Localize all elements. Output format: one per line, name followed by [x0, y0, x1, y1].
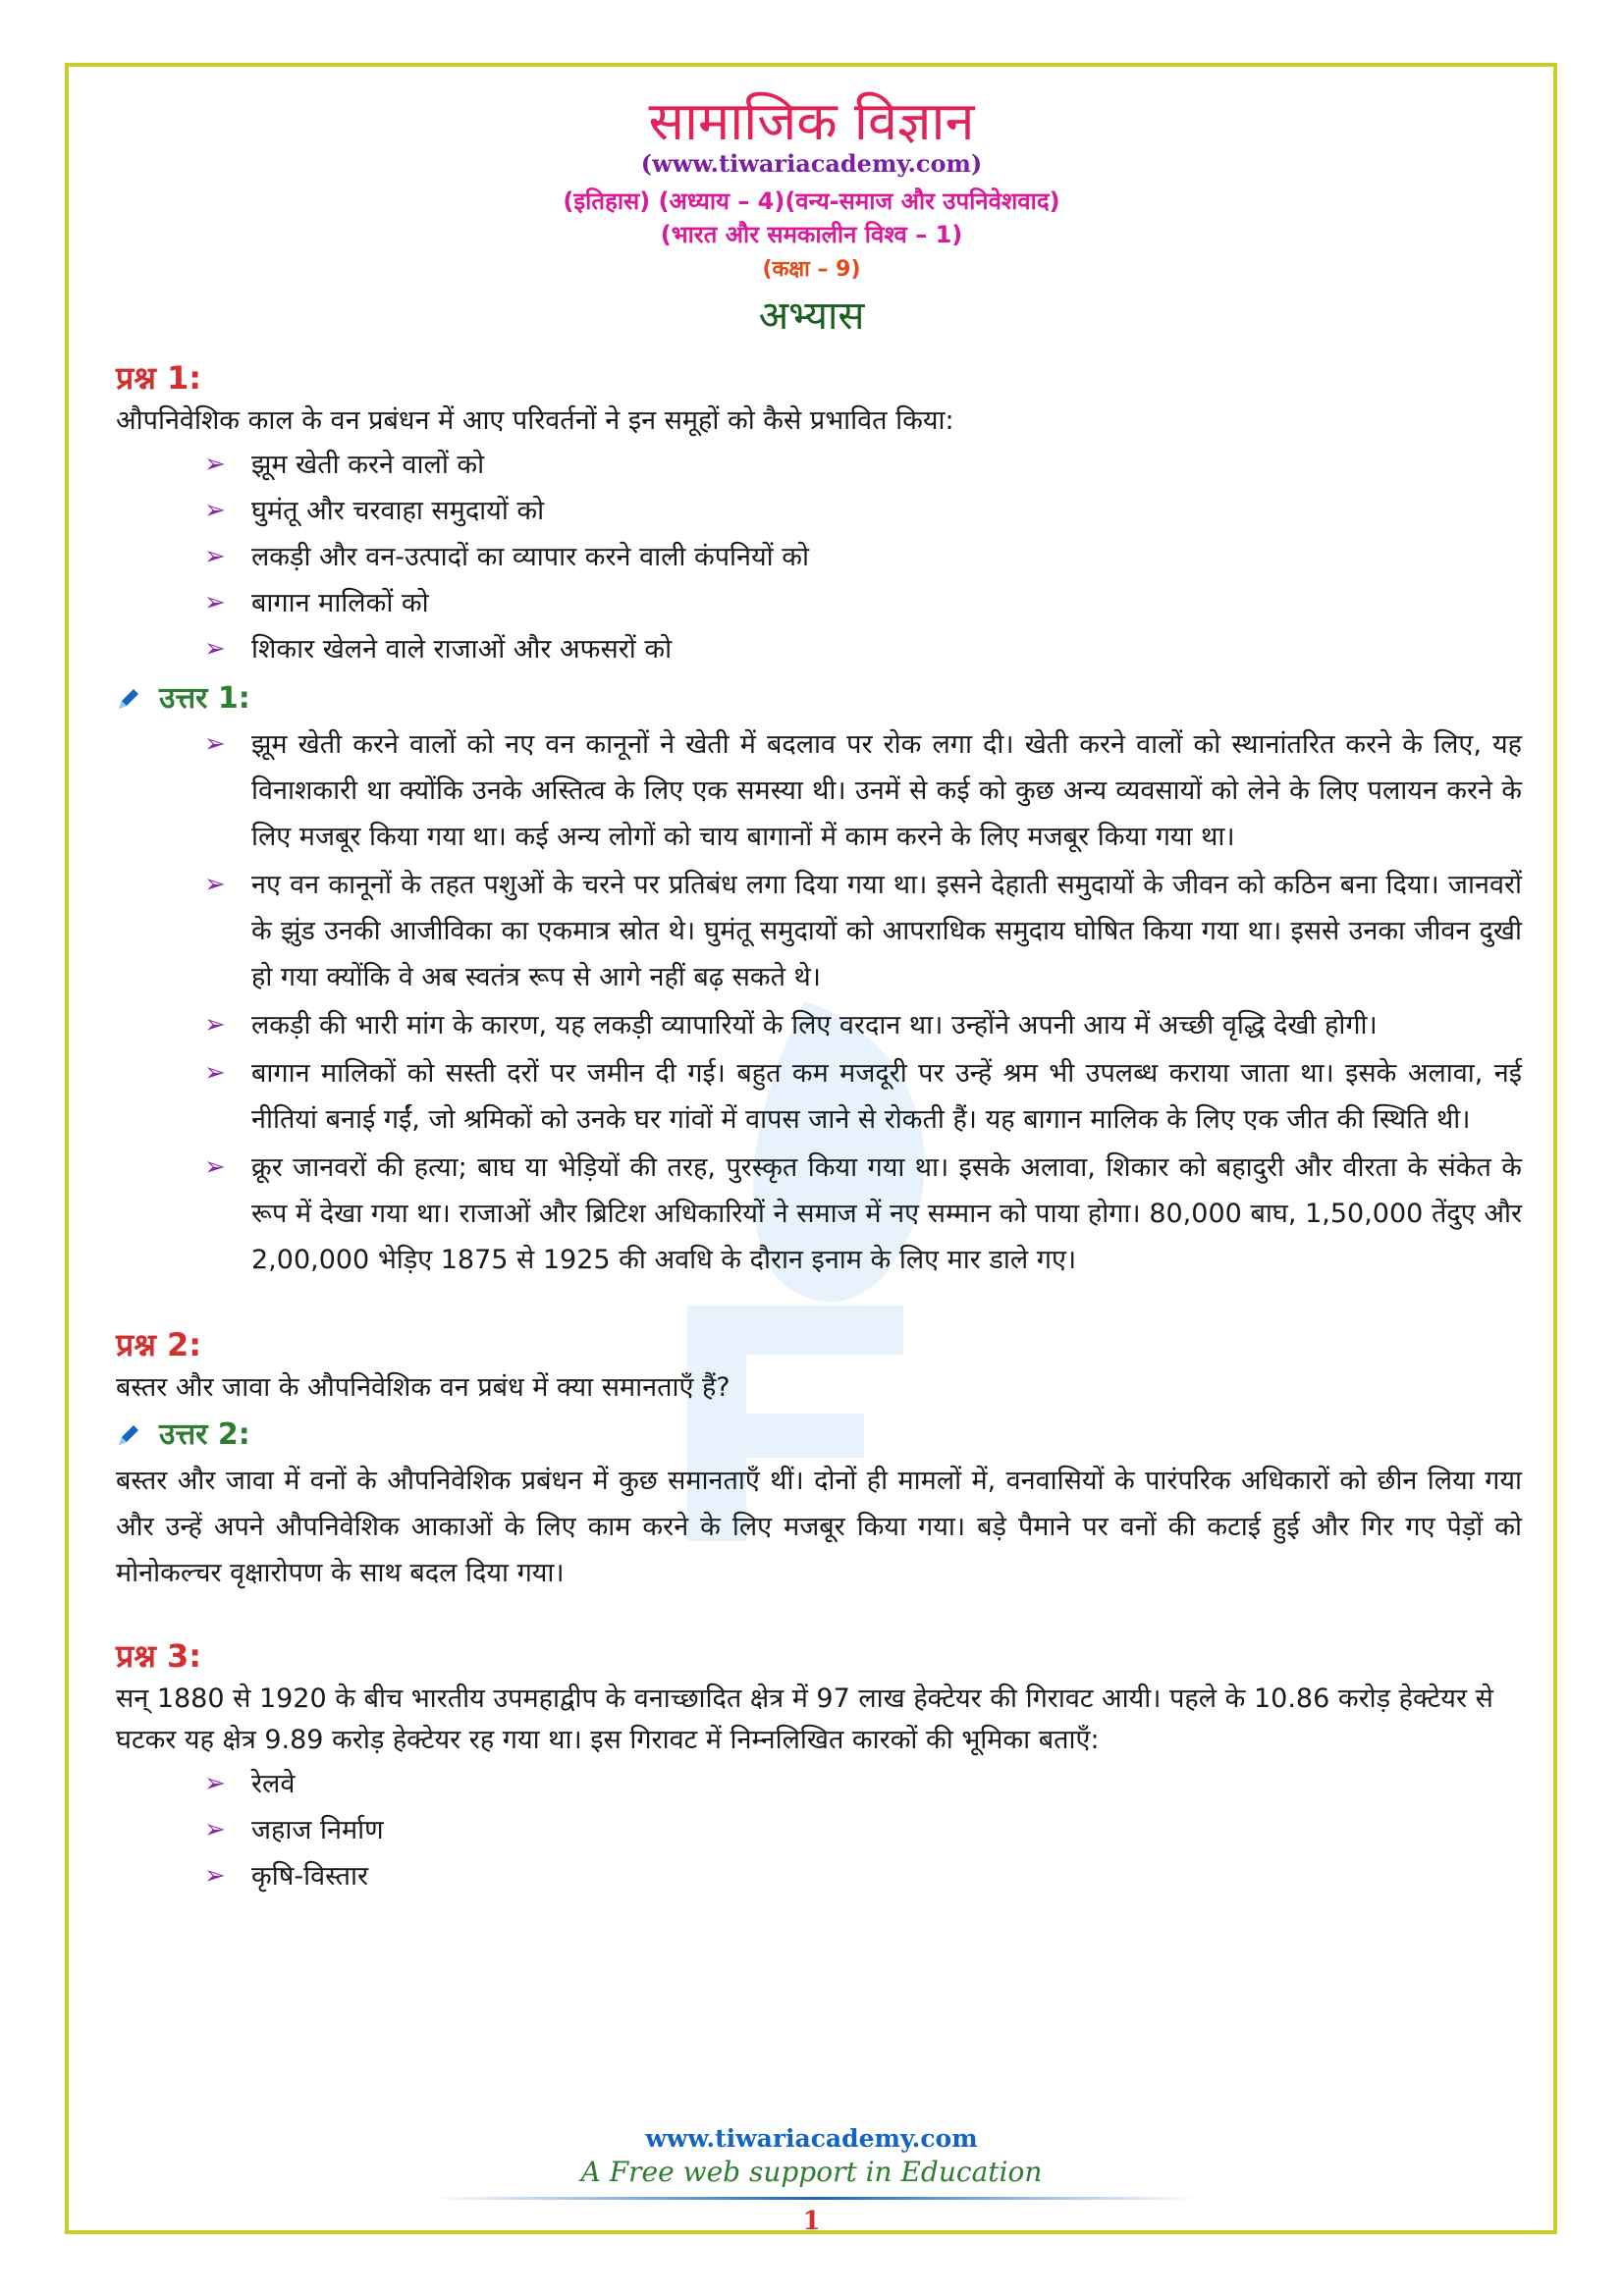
list-item: ➢ रेलवे [204, 1761, 1522, 1807]
question-3-heading: प्रश्न 3: [116, 1637, 202, 1675]
list-item: ➢ घुमंतू और चरवाहा समुदायों को [204, 488, 1522, 534]
arrow-bullet-icon: ➢ [204, 1769, 226, 1798]
answer-1-list [116, 721, 1522, 1283]
section-title: अभ्यास [758, 294, 865, 339]
arrow-bullet-icon: ➢ [204, 634, 226, 664]
question-1-list [116, 442, 1522, 672]
list-item: ➢ नए वन कानूनों के तहत पशुओं के चरने पर प्रतिबंध लगा दिया गया था। इसने देहाती समुदायों के जीवन को कठिन बना दिया। जानवरों के झुंड उनकी आजीविका का एकमात्र स्रोत थे। घुमंतू समुदायों को आपराधिक समुदाय घोषित किया गया था। इससे उनका जीवन दुखी हो गया क्योंकि वे अब स्वतंत्र रूप से आगे नहीं बढ़ सकते थे। [204, 862, 1522, 1000]
arrow-bullet-icon: ➢ [204, 1058, 226, 1088]
list-item: ➢ लकड़ी की भारी मांग के कारण, यह लकड़ी व्यापारियों के लिए वरदान था। उन्होंने अपनी आय में अच्छी वृद्धि देखी होगी। [204, 1002, 1522, 1048]
footer-divider [432, 2197, 1198, 2200]
pen-icon [116, 686, 141, 712]
answer-1-heading: उत्तर 1: [116, 676, 1522, 721]
list-item: ➢ झूम खेती करने वालों को [204, 442, 1522, 488]
arrow-bullet-icon: ➢ [204, 542, 226, 571]
arrow-bullet-icon: ➢ [204, 1861, 226, 1891]
arrow-bullet-icon: ➢ [204, 450, 226, 479]
list-item: ➢ कृषि-विस्तार [204, 1853, 1522, 1899]
question-1-text: औपनिवेशिक काल के वन प्रबंधन में आए परिवर्तनों ने इन समूहों को कैसे प्रभावित किया: [116, 405, 954, 436]
arrow-bullet-icon: ➢ [204, 588, 226, 617]
footer-website-link[interactable]: www.tiwariacademy.com [645, 2124, 978, 2153]
arrow-bullet-icon: ➢ [204, 1010, 226, 1040]
book-info: (भारत और समकालीन विश्व – 1) [660, 221, 963, 248]
class-info: (कक्षा – 9) [762, 257, 861, 282]
page-title: सामाजिक विज्ञान [648, 90, 975, 152]
answer-2-heading: उत्तर 2: [116, 1413, 1522, 1458]
answer-2-text: बस्तर और जावा में वनों के औपनिवेशिक प्रबंधन में कुछ समानताएँ थीं। दोनों ही मामलों में, वनवासियों के पारंपरिक अधिकारों को छीन लिया गया और उन्हें अपने औपनिवेशिक आकाओं के लिए काम करने के लिए मजबूर किया गया। बड़े पैमाने पर वनों की कटाई हुई और गिर गए पेड़ों को मोनोकल्चर वृक्षारोपण के साथ बदल दिया गया। [116, 1466, 1522, 1588]
question-2-text: बस्तर और जावा के औपनिवेशिक वन प्रबंध में क्या समानताएँ हैं? [116, 1372, 730, 1403]
list-item: ➢ लकड़ी और वन-उत्पादों का व्यापार करने वाली कंपनियों को [204, 534, 1522, 580]
list-item: ➢ शिकार खेलने वाले राजाओं और अफसरों को [204, 626, 1522, 672]
arrow-bullet-icon: ➢ [204, 496, 226, 525]
pen-icon [116, 1422, 141, 1448]
list-item: ➢ झूम खेती करने वालों को नए वन कानूनों ने खेती में बदलाव पर रोक लगा दी। खेती करने वालों को स्थानांतरित करने के लिए, यह विनाशकारी था क्योंकि उनके अस्तित्व के लिए एक समस्या थी। उनमें से कई को कुछ अन्य व्यवसायों को लेने के लिए पलायन करने के लिए मजबूर किया गया था। कई अन्य लोगों को चाय बागानों में काम करने के लिए मजबूर किया गया था। [204, 721, 1522, 860]
chapter-info: (इतिहास) (अध्याय – 4)(वन्य-समाज और उपनिवेशवाद) [563, 187, 1060, 215]
question-3-text: सन् 1880 से 1920 के बीच भारतीय उपमहाद्वीप के वनाच्छादित क्षेत्र में 97 लाख हेक्टेयर की गिरावट आयी। पहले के 10.86 करोड़ हेक्टेयर से घटकर यह क्षेत्र 9.89 करोड़ हेक्टेयर रह गया था। इस गिरावट में निम्नलिखित कारकों की भूमिका बताएँ: [116, 1683, 1493, 1755]
arrow-bullet-icon: ➢ [204, 1815, 226, 1844]
list-item: ➢ बागान मालिकों को सस्ती दरों पर जमीन दी गई। बहुत कम मजदूरी पर उन्हें श्रम भी उपलब्ध कराया जाता था। इसके अलावा, नई नीतियां बनाई गईं, जो श्रमिकों को उनके घर गांवों में वापस जाने से रोकती हैं। यह बागान मालिक के लिए एक जीत की स्थिति थी। [204, 1050, 1522, 1143]
list-item: ➢ बागान मालिकों को [204, 580, 1522, 626]
header-website-link[interactable]: (www.tiwariacademy.com) [640, 149, 983, 178]
content-area [116, 355, 1522, 1899]
list-item: ➢ जहाज निर्माण [204, 1807, 1522, 1853]
footer-tagline: A Free web support in Education [580, 2156, 1043, 2188]
question-2-heading: प्रश्न 2: [116, 1326, 202, 1363]
arrow-bullet-icon: ➢ [204, 870, 226, 899]
question-1-heading: प्रश्न 1: [116, 359, 202, 397]
page-number: 1 [802, 2207, 821, 2236]
arrow-bullet-icon: ➢ [204, 1152, 226, 1182]
list-item: ➢ क्रूर जानवरों की हत्या; बाघ या भेड़ियों की तरह, पुरस्कृत किया गया था। इसके अलावा, शिकार को बहादुरी और वीरता के संकेत के रूप में देखा गया था। राजाओं और ब्रिटिश अधिकारियों ने समाज में नए सम्मान को पाया होगा। 80,000 बाघ, 1,50,000 तेंदुए और 2,00,000 भेड़िए 1875 से 1925 की अवधि के दौरान इनाम के लिए मार डाले गए। [204, 1145, 1522, 1283]
arrow-bullet-icon: ➢ [204, 729, 226, 759]
question-3-list [116, 1761, 1522, 1899]
